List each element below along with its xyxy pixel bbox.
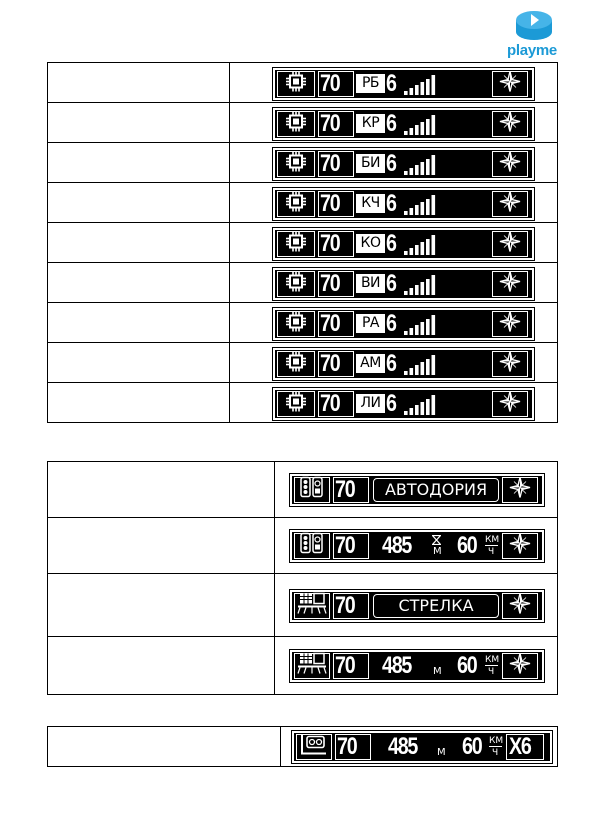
display-image-cell xyxy=(230,263,558,303)
traffic-light-camera-icon xyxy=(299,533,325,555)
meter-unit: М xyxy=(433,546,442,557)
speed-value: 70 xyxy=(320,190,340,217)
compass-icon xyxy=(509,653,531,675)
signal-strength xyxy=(404,154,438,181)
compass-icon xyxy=(499,111,521,133)
speed-value: 70 xyxy=(320,310,340,337)
compass-box xyxy=(492,151,528,177)
camera-post-icon xyxy=(297,653,327,675)
signal-strength xyxy=(404,234,438,261)
signal-digit: 6 xyxy=(386,150,396,177)
post-camera-box xyxy=(294,653,330,679)
display-image-cell xyxy=(230,143,558,183)
table-row xyxy=(48,103,558,143)
chip-icon-box xyxy=(277,111,315,137)
display-image-cell xyxy=(230,63,558,103)
table-row xyxy=(48,727,558,767)
display-image-cell xyxy=(281,727,558,767)
signal-bars-icon xyxy=(404,154,438,176)
row-label xyxy=(48,263,230,303)
signal-digit: 6 xyxy=(386,390,396,417)
row-label xyxy=(48,637,275,695)
signal-strength xyxy=(404,194,438,221)
compass-icon xyxy=(509,533,531,555)
signal-strength xyxy=(404,394,438,421)
chip-icon xyxy=(285,232,307,252)
row-label xyxy=(48,303,230,343)
table-row xyxy=(48,343,558,383)
display-image-cell xyxy=(230,223,558,263)
radar-code: РА xyxy=(356,314,385,333)
speed-value: 70 xyxy=(335,532,355,559)
signal-digit: 6 xyxy=(386,230,396,257)
chip-icon xyxy=(285,352,307,372)
radar-code: КО xyxy=(356,234,385,253)
chip-icon-box xyxy=(277,191,315,217)
traffic-camera-box xyxy=(294,477,330,503)
compass-box xyxy=(492,311,528,337)
table-radar-codes xyxy=(47,62,558,423)
radar-display xyxy=(273,348,534,380)
speed-unit-km: КМ xyxy=(485,655,500,665)
distance-value: 485 xyxy=(382,532,412,559)
speed-value: 70 xyxy=(320,350,340,377)
signal-digit: 6 xyxy=(386,310,396,337)
speed-value: 70 xyxy=(320,270,340,297)
chip-icon-box xyxy=(277,231,315,257)
mobile-camera-box xyxy=(296,734,332,760)
compass-icon xyxy=(509,477,531,499)
radar-display xyxy=(273,308,534,340)
compass-box xyxy=(492,231,528,257)
table-row xyxy=(48,637,558,695)
signal-bars-icon xyxy=(404,314,438,336)
row-label xyxy=(48,103,230,143)
meter-unit: М xyxy=(437,747,446,758)
compass-icon xyxy=(499,71,521,93)
table-camera-mode xyxy=(47,726,558,767)
camera-display xyxy=(290,474,544,506)
compass-icon xyxy=(499,151,521,173)
target-speed-value: 60 xyxy=(457,532,477,559)
target-speed-value: 60 xyxy=(462,733,482,760)
speed-value: 70 xyxy=(335,652,355,679)
radar-code: КР xyxy=(356,114,385,133)
radar-code: КЧ xyxy=(356,194,385,213)
distance-value: 485 xyxy=(382,652,412,679)
display-image-cell xyxy=(275,518,558,574)
speed-unit-h: Ч xyxy=(492,748,499,758)
chip-icon-box xyxy=(277,71,315,97)
chip-icon xyxy=(285,112,307,132)
row-label xyxy=(48,183,230,223)
unit-divider xyxy=(485,665,498,666)
compass-box xyxy=(502,477,538,503)
speed-unit-h: Ч xyxy=(488,667,495,677)
compass-icon xyxy=(499,391,521,413)
signal-strength xyxy=(404,354,438,381)
camera-type-label: АВТОДОРИЯ xyxy=(373,478,499,502)
chip-icon-box xyxy=(277,391,315,417)
camera-display xyxy=(290,530,544,562)
radar-code: ЛИ xyxy=(356,394,385,413)
compass-box xyxy=(502,533,538,559)
signal-bars-icon xyxy=(404,114,438,136)
speed-unit-km: КМ xyxy=(485,535,500,545)
radar-display xyxy=(273,268,534,300)
traffic-light-camera-icon xyxy=(299,477,325,499)
radar-display xyxy=(273,228,534,260)
compass-box xyxy=(492,71,528,97)
radar-display xyxy=(273,68,534,100)
table-row xyxy=(48,143,558,183)
compass-box xyxy=(492,391,528,417)
table-row xyxy=(48,383,558,423)
table-row xyxy=(48,183,558,223)
unit-divider xyxy=(489,746,502,747)
table-row xyxy=(48,223,558,263)
signal-digit: 6 xyxy=(386,270,396,297)
display-image-cell xyxy=(275,574,558,637)
radar-code: БИ xyxy=(356,154,385,173)
chip-icon xyxy=(285,152,307,172)
logo-mark-icon xyxy=(514,8,554,42)
table-special-modes xyxy=(47,461,558,695)
signal-digit: 6 xyxy=(386,110,396,137)
signal-bars-icon xyxy=(404,74,438,96)
row-label xyxy=(48,574,275,637)
compass-box xyxy=(492,111,528,137)
compass-icon xyxy=(499,351,521,373)
speed-value: 70 xyxy=(320,230,340,257)
post-camera-box xyxy=(294,593,330,619)
speed-value: 70 xyxy=(337,733,357,760)
table-row xyxy=(48,574,558,637)
row-label xyxy=(48,223,230,263)
speed-value: 70 xyxy=(335,476,355,503)
chip-icon-box xyxy=(277,151,315,177)
signal-digit: 6 xyxy=(386,70,396,97)
radar-display xyxy=(273,108,534,140)
speed-unit-h: Ч xyxy=(488,547,495,557)
chip-icon-box xyxy=(277,351,315,377)
chip-icon-box xyxy=(277,271,315,297)
speed-value: 70 xyxy=(320,70,340,97)
speed-value: 70 xyxy=(320,390,340,417)
signal-strength xyxy=(404,314,438,341)
chip-icon xyxy=(285,72,307,92)
radar-code: АМ xyxy=(356,354,385,373)
unit-divider xyxy=(485,545,498,546)
chip-icon xyxy=(285,312,307,332)
row-label xyxy=(48,143,230,183)
row-label xyxy=(48,518,275,574)
compass-box xyxy=(502,593,538,619)
compass-box xyxy=(492,271,528,297)
signal-digit: 6 xyxy=(386,350,396,377)
radar-display xyxy=(273,148,534,180)
compass-icon xyxy=(499,271,521,293)
compass-icon xyxy=(509,593,531,615)
compass-icon xyxy=(499,311,521,333)
signal-strength xyxy=(404,114,438,141)
display-image-cell xyxy=(230,343,558,383)
camera-post-icon xyxy=(297,593,327,615)
display-image-cell xyxy=(230,183,558,223)
table-row xyxy=(48,462,558,518)
compass-icon xyxy=(499,231,521,253)
signal-strength xyxy=(404,274,438,301)
display-image-cell xyxy=(275,637,558,695)
signal-bars-icon xyxy=(404,234,438,256)
row-label xyxy=(48,343,230,383)
compass-icon xyxy=(499,191,521,213)
radar-code: ВИ xyxy=(356,274,385,293)
signal-strength xyxy=(404,74,438,101)
signal-bars-icon xyxy=(404,274,438,296)
multiplier-value: X6 xyxy=(509,733,531,760)
display-image-cell xyxy=(275,462,558,518)
row-label xyxy=(48,383,230,423)
row-label xyxy=(48,462,275,518)
signal-digit: 6 xyxy=(386,190,396,217)
signal-bars-icon xyxy=(404,194,438,216)
camera-type-label: СТРЕЛКА xyxy=(373,594,499,618)
camera-display xyxy=(290,590,544,622)
signal-bars-icon xyxy=(404,354,438,376)
compass-box xyxy=(492,351,528,377)
speed-value: 70 xyxy=(320,110,340,137)
chip-icon-box xyxy=(277,311,315,337)
logo-text: playme xyxy=(507,42,557,59)
compass-box xyxy=(502,653,538,679)
table-row xyxy=(48,303,558,343)
traffic-camera-box xyxy=(294,533,330,559)
playme-logo xyxy=(499,8,569,58)
speed-value: 70 xyxy=(320,150,340,177)
target-speed-value: 60 xyxy=(457,652,477,679)
table-row xyxy=(48,63,558,103)
chip-icon xyxy=(285,392,307,412)
chip-icon xyxy=(285,272,307,292)
row-label xyxy=(48,63,230,103)
signal-bars-icon xyxy=(404,394,438,416)
radar-display xyxy=(273,188,534,220)
compass-box xyxy=(492,191,528,217)
distance-value: 485 xyxy=(388,733,418,760)
display-image-cell xyxy=(230,303,558,343)
chip-icon xyxy=(285,192,307,212)
table-row xyxy=(48,263,558,303)
speed-unit-km: КМ xyxy=(489,736,504,746)
meter-unit: М xyxy=(433,666,442,677)
camera-display xyxy=(290,650,544,682)
radar-code: РБ xyxy=(356,74,385,93)
display-image-cell xyxy=(230,103,558,143)
radar-display xyxy=(273,388,534,420)
display-image-cell xyxy=(230,383,558,423)
table-row xyxy=(48,518,558,574)
row-label xyxy=(48,727,281,767)
mobile-camera-display xyxy=(292,731,552,763)
speed-value: 70 xyxy=(335,592,355,619)
mobile-camera-icon xyxy=(300,734,328,756)
